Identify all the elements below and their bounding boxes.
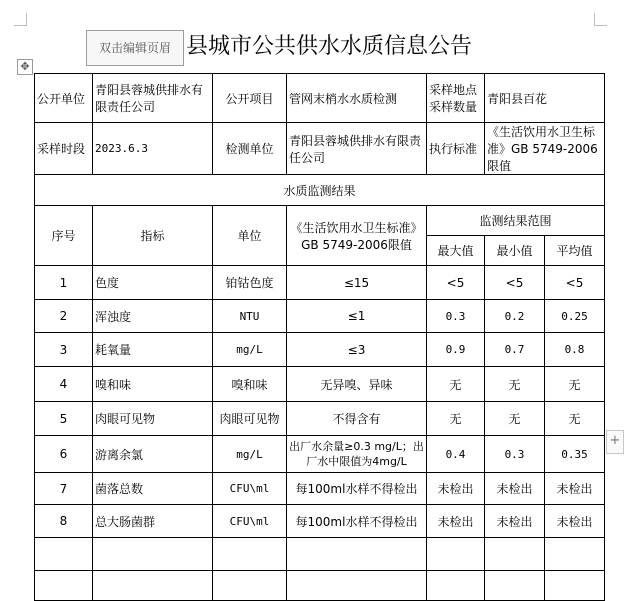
cell-min: 无 [485,367,545,402]
cell-avg: 未检出 [545,473,605,505]
info-value: 青阳县蓉城供排水有限责任公司 [287,123,427,175]
cell-max: 无 [427,402,485,436]
info-label: 公开项目 [213,74,287,123]
cell-limit: 每100ml水样不得检出 [287,505,427,538]
info-label: 采样地点采样数量 [427,74,485,123]
page-corner-mark [14,13,27,26]
empty-cell [427,538,485,571]
cell-index: 4 [35,367,93,402]
info-value: 《生活饮用水卫生标准》GB 5749-2006限值 [485,123,605,175]
empty-cell [35,538,93,571]
empty-cell [545,571,605,601]
cell-min: <5 [485,266,545,300]
table-move-handle-icon[interactable]: ✥ [17,59,33,75]
cell-limit: 无异嗅、异味 [287,367,427,402]
page-corner-mark [594,13,607,26]
cell-indicator: 游离余氯 [93,436,213,473]
document-title: 县城市公共供水水质信息公告 [186,34,473,59]
table-row [35,266,605,300]
empty-cell [213,538,287,571]
cell-max: 0.4 [427,436,485,473]
table-row [35,436,605,473]
add-button[interactable]: + [606,430,624,454]
cell-indicator: 总大肠菌群 [93,505,213,538]
info-value: 青阳县百花 [485,74,605,123]
cell-avg: 无 [545,367,605,402]
empty-cell [93,571,213,601]
cell-avg: 0.25 [545,300,605,333]
table-row [35,473,605,505]
empty-cell [485,538,545,571]
results-title-row [35,175,605,206]
column-header-row [35,206,605,236]
edit-header-button[interactable]: 双击编辑页眉 [86,30,184,66]
cell-index: 8 [35,505,93,538]
table-row [35,300,605,333]
column-header: 指标 [93,206,213,266]
cell-avg: 无 [545,402,605,436]
cell-avg: 0.8 [545,333,605,367]
cell-unit: 嗅和味 [213,367,287,402]
cell-index: 6 [35,436,93,473]
cell-index: 3 [35,333,93,367]
cell-index: 5 [35,402,93,436]
column-header: 单位 [213,206,287,266]
cell-unit: mg/L [213,436,287,473]
cell-unit: CFU\ml [213,505,287,538]
cell-limit: ≤15 [287,266,427,300]
empty-cell [427,571,485,601]
cell-max: 0.3 [427,300,485,333]
table-row [35,505,605,538]
empty-row [35,538,605,571]
cell-max: <5 [427,266,485,300]
cell-max: 未检出 [427,505,485,538]
cell-min: 未检出 [485,473,545,505]
cell-min: 无 [485,402,545,436]
cell-limit: 不得含有 [287,402,427,436]
cell-limit: ≤3 [287,333,427,367]
info-label: 公开单位 [35,74,93,123]
cell-avg: 0.35 [545,436,605,473]
cell-avg: 未检出 [545,505,605,538]
empty-cell [485,571,545,601]
cell-index: 7 [35,473,93,505]
info-value: 2023.6.3 [93,123,213,175]
cell-unit: 铂钴色度 [213,266,287,300]
column-header: 《生活饮用水卫生标准》GB 5749-2006限值 [287,206,427,266]
cell-min: 未检出 [485,505,545,538]
cell-avg: <5 [545,266,605,300]
empty-cell [287,571,427,601]
info-label: 采样时段 [35,123,93,175]
empty-cell [545,538,605,571]
cell-indicator: 耗氧量 [93,333,213,367]
cell-indicator: 肉眼可见物 [93,402,213,436]
info-label: 检测单位 [213,123,287,175]
column-header: 监测结果范围 [427,206,605,236]
cell-limit: 每100ml水样不得检出 [287,473,427,505]
column-header: 序号 [35,206,93,266]
table-row [35,333,605,367]
cell-max: 未检出 [427,473,485,505]
results-title: 水质监测结果 [35,175,605,206]
empty-cell [93,538,213,571]
column-header: 最小值 [485,236,545,266]
cell-max: 0.9 [427,333,485,367]
cell-limit: ≤1 [287,300,427,333]
table-row [35,367,605,402]
cell-limit: 出厂水余量≥0.3 mg/L；出厂水中限值为4mg/L [287,436,427,473]
column-header: 最大值 [427,236,485,266]
cell-unit: 肉眼可见物 [213,402,287,436]
cell-indicator: 嗅和味 [93,367,213,402]
info-row [35,74,605,123]
empty-cell [213,571,287,601]
info-row [35,123,605,175]
cell-min: 0.3 [485,436,545,473]
cell-max: 无 [427,367,485,402]
cell-indicator: 浑浊度 [93,300,213,333]
table-row [35,402,605,436]
info-value: 青阳县蓉城供排水有限责任公司 [93,74,213,123]
column-header: 平均值 [545,236,605,266]
cell-indicator: 菌落总数 [93,473,213,505]
empty-cell [287,538,427,571]
water-quality-table [34,73,605,601]
cell-unit: CFU\ml [213,473,287,505]
cell-index: 1 [35,266,93,300]
empty-cell [35,571,93,601]
info-label: 执行标准 [427,123,485,175]
cell-indicator: 色度 [93,266,213,300]
cell-min: 0.7 [485,333,545,367]
cell-min: 0.2 [485,300,545,333]
cell-unit: NTU [213,300,287,333]
cell-index: 2 [35,300,93,333]
cell-unit: mg/L [213,333,287,367]
empty-row [35,571,605,601]
info-value: 管网末梢水水质检测 [287,74,427,123]
